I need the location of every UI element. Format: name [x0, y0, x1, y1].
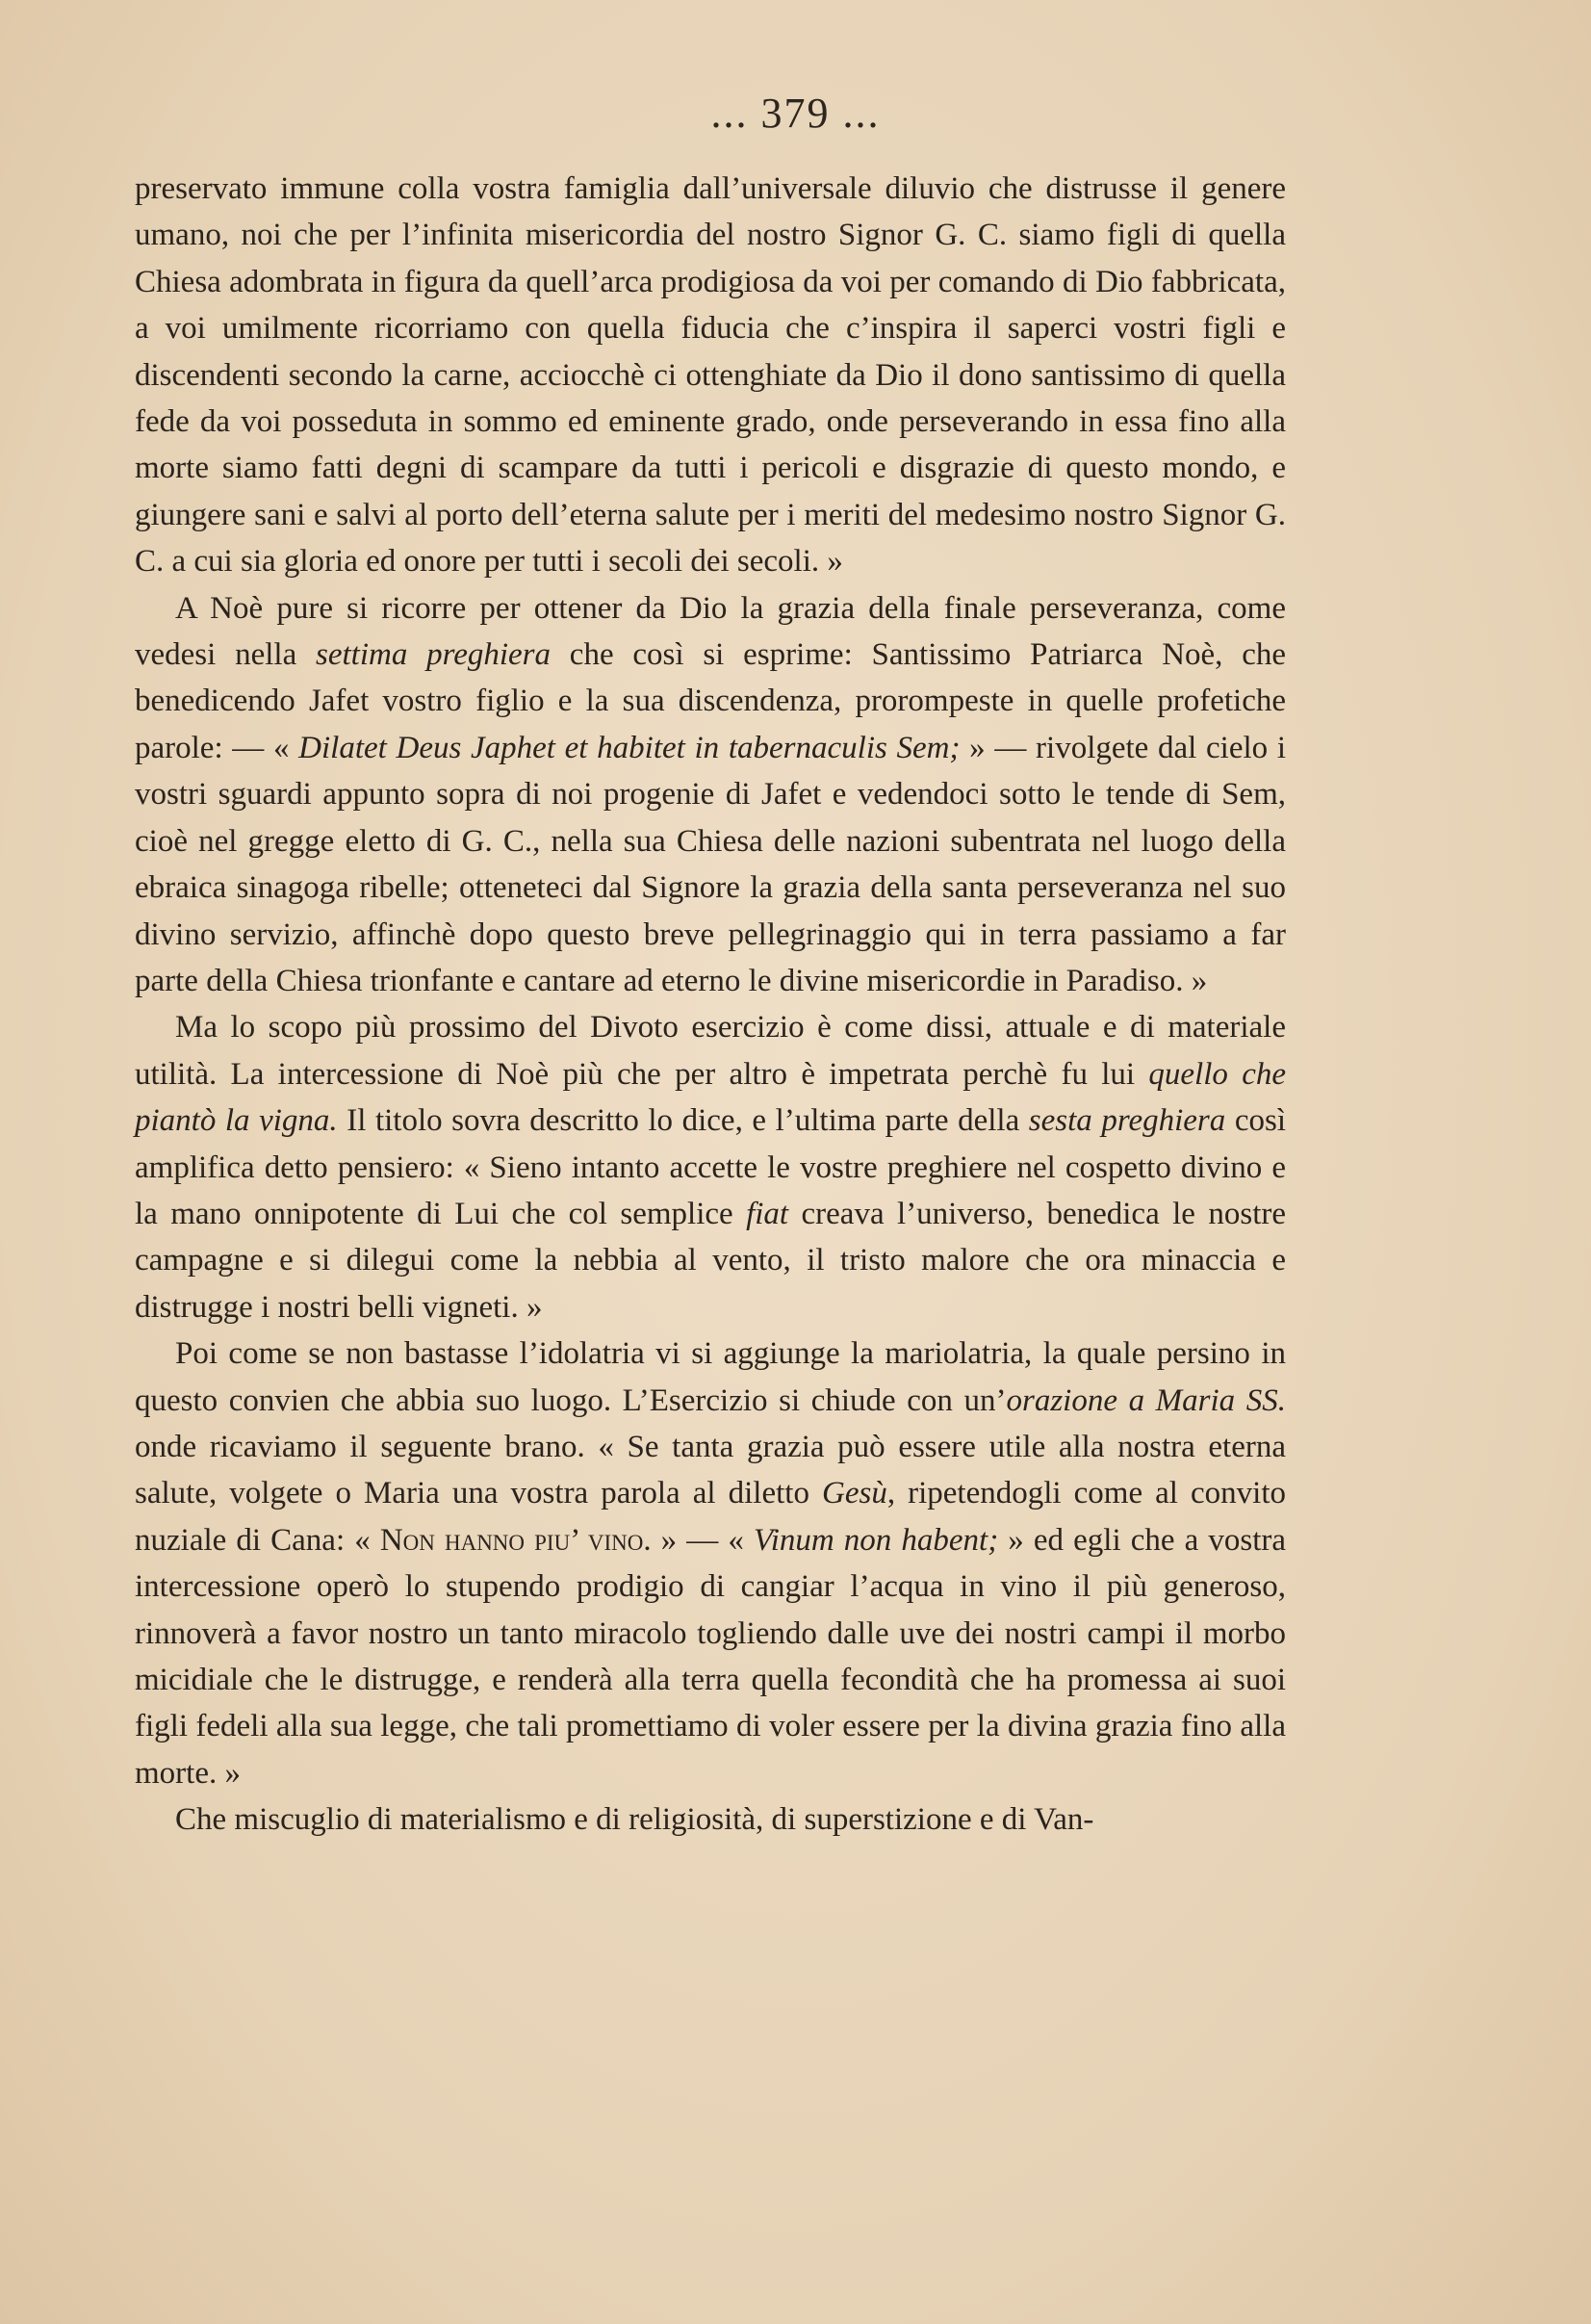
paragraph-2: [135, 585, 1286, 1005]
text-run: creava l’universo, benedica le nostre campagne e si dilegui come la nebbia al vento, il tristo malore che ora minaccia e distrugge i nostri belli vigneti. »: [135, 1196, 1286, 1325]
text-run: Poi come se non bastasse l’idolatria vi si aggiunge la mariolatria, la quale persino in questo convien che abbia suo luogo. L’Esercizio si chiude con un’: [135, 1336, 1286, 1418]
text-run: , ripetendogli come al convito nuziale di Cana: «: [135, 1476, 1287, 1558]
italic-phrase: orazione a Maria SS.: [1006, 1382, 1287, 1418]
italic-phrase: sesta preghiera: [1028, 1103, 1226, 1139]
paragraph-4: [135, 1330, 1286, 1796]
paragraph-5: [135, 1796, 1286, 1843]
text-run: così amplifica detto pensiero: « Sieno intanto accette le vostre preghiere nel cospetto divino e la mano onnipotente di Lui che col semplice: [135, 1103, 1286, 1231]
text-run: che così si esprime: Santissimo Patriarca Noè, che benedicendo Jafet vostro figlio e la sua discendenza, prorompeste in quelle profetiche parole: — «: [135, 637, 1287, 765]
text-run: A Noè pure si ricorre per ottener da Dio la grazia della finale perseveranza, come vedesi nella: [135, 590, 1286, 673]
italic-phrase: Vinum non habent;: [753, 1522, 999, 1558]
italic-phrase: Dilatet Deus Japhet et habitet in tabernaculis Sem;: [298, 730, 961, 765]
paragraph-1: [135, 166, 1286, 585]
text-run: » ed egli che a vostra intercessione operò lo stupendo prodigio di cangiar l’acqua in vino il più generoso, rinnoverà a favor nostro un tanto miracolo togliendo dalle uve dei nostri campi il morbo micidiale che le distrugge, e renderà alla terra quella fecondità che ha promessa ai suoi figli fedeli alla sua legge, che tali promettiamo di voler essere per la divina grazia fino alla morte. »: [135, 1522, 1287, 1791]
text-run: » — rivolgete dal cielo i vostri sguardi appunto sopra di noi progenie di Jafet e vedendoci sotto le tende di Sem, cioè nel gregge eletto di G. C., nella sua Chiesa delle nazioni subentrata nel luogo della ebraica sinagoga ribelle; otteneteci dal Signore la grazia della santa perseveranza nel suo divino servizio, affinchè dopo questo breve pellegrinaggio qui in terra passiamo a far parte della Chiesa trionfante e cantare ad eterno le divine misericordie in Paradiso. »: [135, 730, 1286, 998]
text-run: Che miscuglio di materialismo e di religiosità, di superstizione e di Van-: [175, 1802, 1094, 1838]
text-run: Il titolo sovra descritto lo dice, e l’ultima parte della: [337, 1103, 1029, 1139]
text-run: onde ricaviamo il seguente brano. « Se tanta grazia può essere utile alla nostra eterna salute, volgete o Maria una vostra parola al diletto: [135, 1429, 1286, 1511]
body-text: [135, 166, 1286, 1844]
italic-phrase: Gesù: [822, 1476, 887, 1511]
text-run: » — «: [651, 1522, 754, 1558]
italic-phrase: quello che piantò la vigna.: [135, 1056, 1286, 1139]
italic-phrase: fiat: [746, 1196, 789, 1231]
small-caps-phrase: Non hanno piu’ vino.: [379, 1522, 652, 1558]
italic-phrase: settima preghiera: [316, 637, 552, 673]
text-run: Ma lo scopo più prossimo del Divoto esercizio è come dissi, attuale e di materiale utilità. La intercessione di Noè più che per altro è impetrata perchè fu lui: [135, 1010, 1286, 1092]
page-number: ... 379 ...: [710, 90, 881, 137]
paragraph-3: [135, 1004, 1286, 1330]
text-run: preservato immune colla vostra famiglia dall’universale diluvio che distrusse il genere umano, noi che per l’infinita misericordia del nostro Signor G. C. siamo figli di quella Chiesa adombrata in figura da quell’arca prodigiosa da voi per comando di Dio fabbricata, a voi umilmente ricorriamo con quella fiducia che c’inspira il saperci vostri figli e discendenti secondo la carne, acciocchè ci ottenghiate da Dio il dono santissimo di quella fede da voi posseduta in sommo ed eminente grado, onde perseverando in essa fino alla morte siamo fatti degni di scampare da tutti i pericoli e disgrazie di questo mondo, e giungere sani e salvi al porto dell’eterna salute per i meriti del medesimo nostro Signor G. C. a cui sia gloria ed onore per tutti i secoli dei secoli. »: [135, 171, 1286, 580]
